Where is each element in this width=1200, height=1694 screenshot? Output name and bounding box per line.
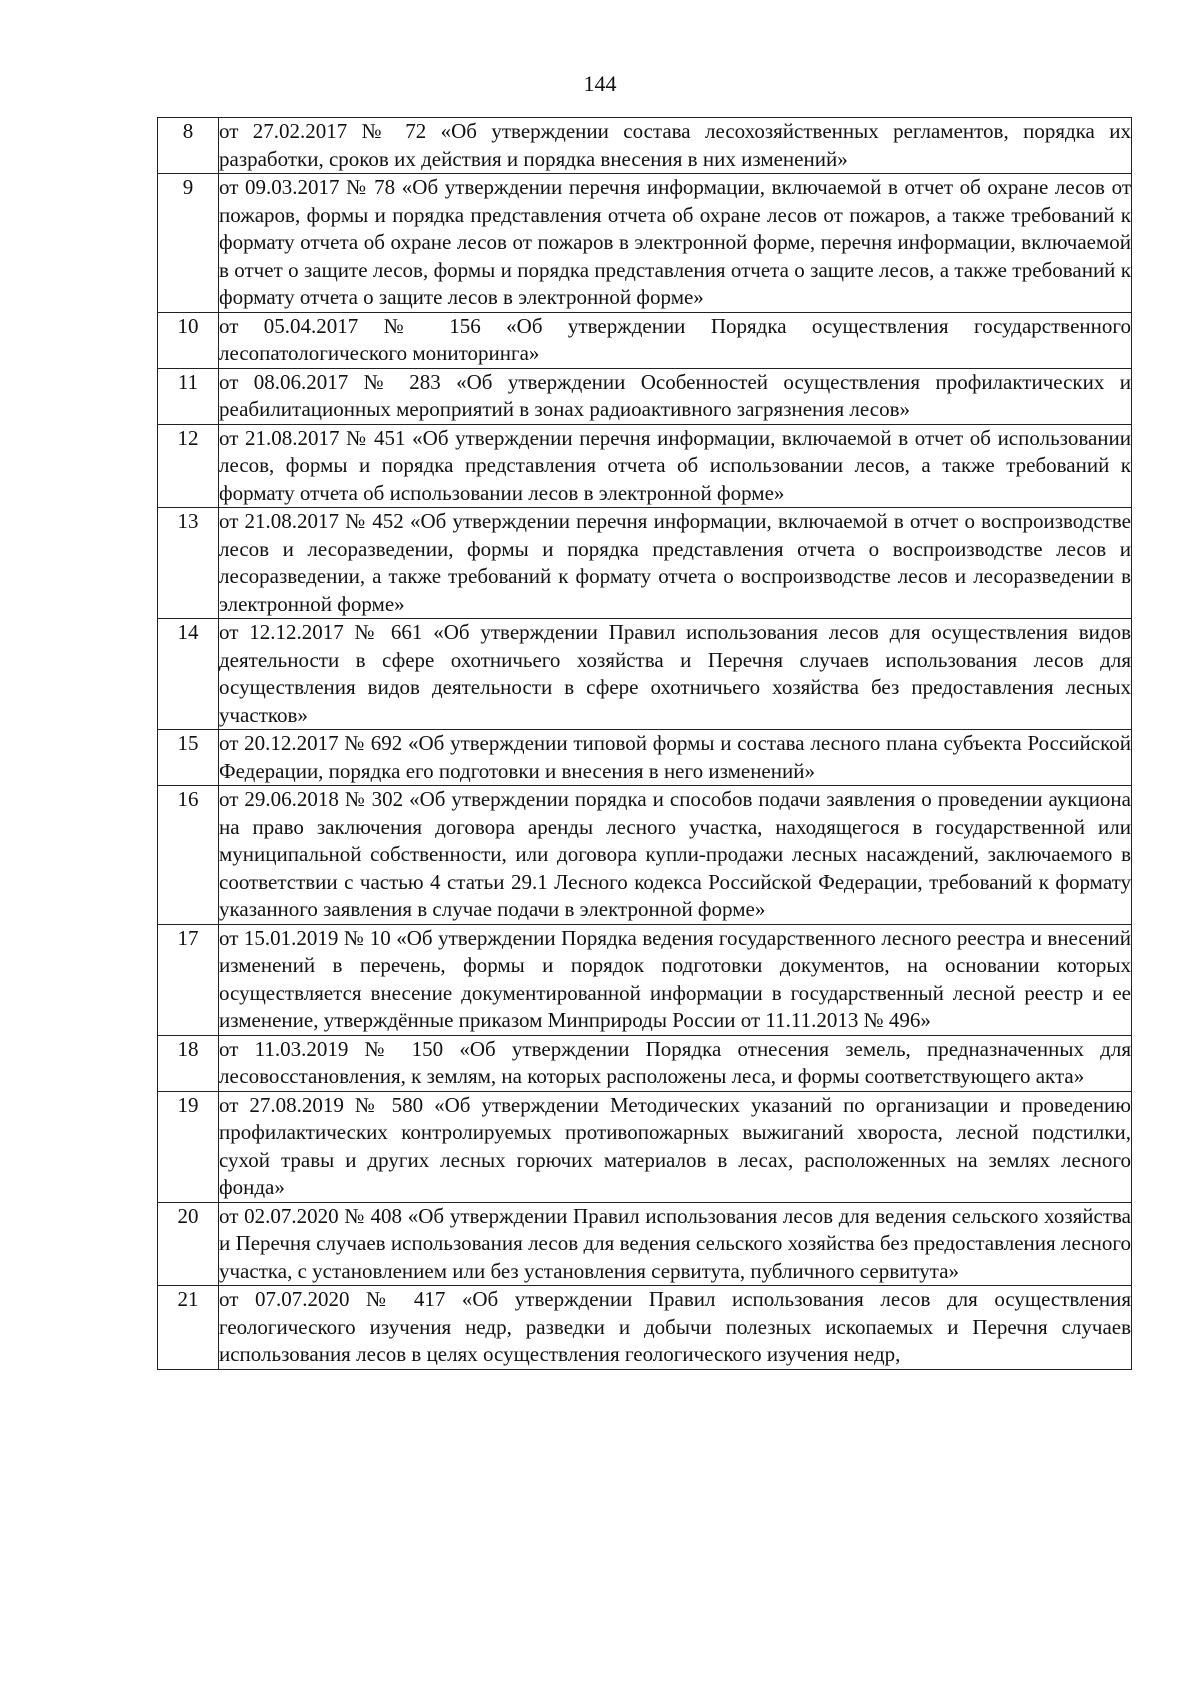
table-row xyxy=(158,368,1132,424)
row-number: 13 xyxy=(158,508,219,619)
table-row xyxy=(158,424,1132,508)
row-text: от 21.08.2017 № 452 «Об утверждении перечня информации, включаемой в отчет о воспроизводстве лесов и лесоразведении, формы и порядка представления отчета о воспроизводстве лесов и лесоразведении, а также требований к формату отчета о воспроизводстве лесов и лесоразведении в электронной форме» xyxy=(219,508,1132,619)
row-text: от 21.08.2017 № 451 «Об утверждении перечня информации, включаемой в отчет об использовании лесов, формы и порядка представления отчета об использовании лесов, а также требований к формату отчета об использовании лесов в электронной форме» xyxy=(219,424,1132,508)
row-number: 17 xyxy=(158,924,219,1035)
table-row xyxy=(158,619,1132,730)
row-number: 21 xyxy=(158,1286,219,1370)
row-text: от 27.02.2017 № 72 «Об утверждении состава лесохозяйственных регламентов, порядка их разработки, сроков их действия и порядка внесения в них изменений» xyxy=(219,118,1132,174)
row-text: от 08.06.2017 № 283 «Об утверждении Особенностей осуществления профилактических и реабилитационных мероприятий в зонах радиоактивного загрязнения лесов» xyxy=(219,368,1132,424)
row-text: от 05.04.2017 № 156 «Об утверждении Порядка осуществления государственного лесопатологического мониторинга» xyxy=(219,312,1132,368)
row-number: 9 xyxy=(158,174,219,313)
table-row xyxy=(158,312,1132,368)
row-number: 11 xyxy=(158,368,219,424)
table-row xyxy=(158,730,1132,786)
table-row xyxy=(158,1091,1132,1202)
row-number: 15 xyxy=(158,730,219,786)
row-number: 10 xyxy=(158,312,219,368)
row-text: от 15.01.2019 № 10 «Об утверждении Порядка ведения государственного лесного реестра и внесений изменений в перечень, формы и порядок подготовки документов, на основании которых осуществляется внесение документированной информации в государственный лесной реестр и ее изменение, утверждённые приказом Минприроды России от 11.11.2013 № 496» xyxy=(219,924,1132,1035)
page-number: 144 xyxy=(583,71,617,96)
row-number: 18 xyxy=(158,1035,219,1091)
row-number: 19 xyxy=(158,1091,219,1202)
row-number: 12 xyxy=(158,424,219,508)
table-row xyxy=(158,924,1132,1035)
row-text: от 09.03.2017 № 78 «Об утверждении перечня информации, включаемой в отчет об охране лесов от пожаров, формы и порядка представления отчета об охране лесов от пожаров, а также требований к формату отчета об охране лесов от пожаров в электронной форме, перечня информации, включаемой в отчет о защите лесов, формы и порядка представления отчета о защите лесов, а также требований к формату отчета о защите лесов в электронной форме» xyxy=(219,174,1132,313)
document-table xyxy=(157,117,1132,1370)
row-text: от 29.06.2018 № 302 «Об утверждении порядка и способов подачи заявления о проведении аукциона на право заключения договора аренды лесного участка, находящегося в государственной или муниципальной собственности, или договора купли-продажи лесных насаждений, заключаемого в соответствии с частью 4 статьи 29.1 Лесного кодекса Российской Федерации, требований к формату указанного заявления в случае подачи в электронной форме» xyxy=(219,786,1132,925)
row-text: от 07.07.2020 № 417 «Об утверждении Правил использования лесов для осуществления геологического изучения недр, разведки и добычи полезных ископаемых и Перечня случаев использования лесов в целях осуществления геологического изучения недр, xyxy=(219,1286,1132,1370)
table-row xyxy=(158,786,1132,925)
row-text: от 12.12.2017 № 661 «Об утверждении Правил использования лесов для осуществления видов деятельности в сфере охотничьего хозяйства и Перечня случаев использования лесов для осуществления видов деятельности в сфере охотничьего хозяйства без предоставления лесных участков» xyxy=(219,619,1132,730)
row-number: 16 xyxy=(158,786,219,925)
table-row xyxy=(158,508,1132,619)
row-text: от 02.07.2020 № 408 «Об утверждении Правил использования лесов для ведения сельского хозяйства и Перечня случаев использования лесов для ведения сельского хозяйства без предоставления лесного участка, с установлением или без установления сервитута, публичного сервитута» xyxy=(219,1202,1132,1286)
row-number: 14 xyxy=(158,619,219,730)
table-row xyxy=(158,118,1132,174)
table-row xyxy=(158,1286,1132,1370)
table-row xyxy=(158,1035,1132,1091)
row-text: от 11.03.2019 № 150 «Об утверждении Порядка отнесения земель, предназначенных для лесовосстановления, к землям, на которых расположены леса, и формы соответствующего акта» xyxy=(219,1035,1132,1091)
row-number: 20 xyxy=(158,1202,219,1286)
table-row xyxy=(158,174,1132,313)
row-text: от 27.08.2019 № 580 «Об утверждении Методических указаний по организации и проведению профилактических контролируемых противопожарных выжиганий хвороста, лесной подстилки, сухой травы и других лесных горючих материалов в лесах, расположенных на землях лесного фонда» xyxy=(219,1091,1132,1202)
table-row xyxy=(158,1202,1132,1286)
table-body xyxy=(158,118,1132,1370)
row-number: 8 xyxy=(158,118,219,174)
row-text: от 20.12.2017 № 692 «Об утверждении типовой формы и состава лесного плана субъекта Российской Федерации, порядка его подготовки и внесения в него изменений» xyxy=(219,730,1132,786)
